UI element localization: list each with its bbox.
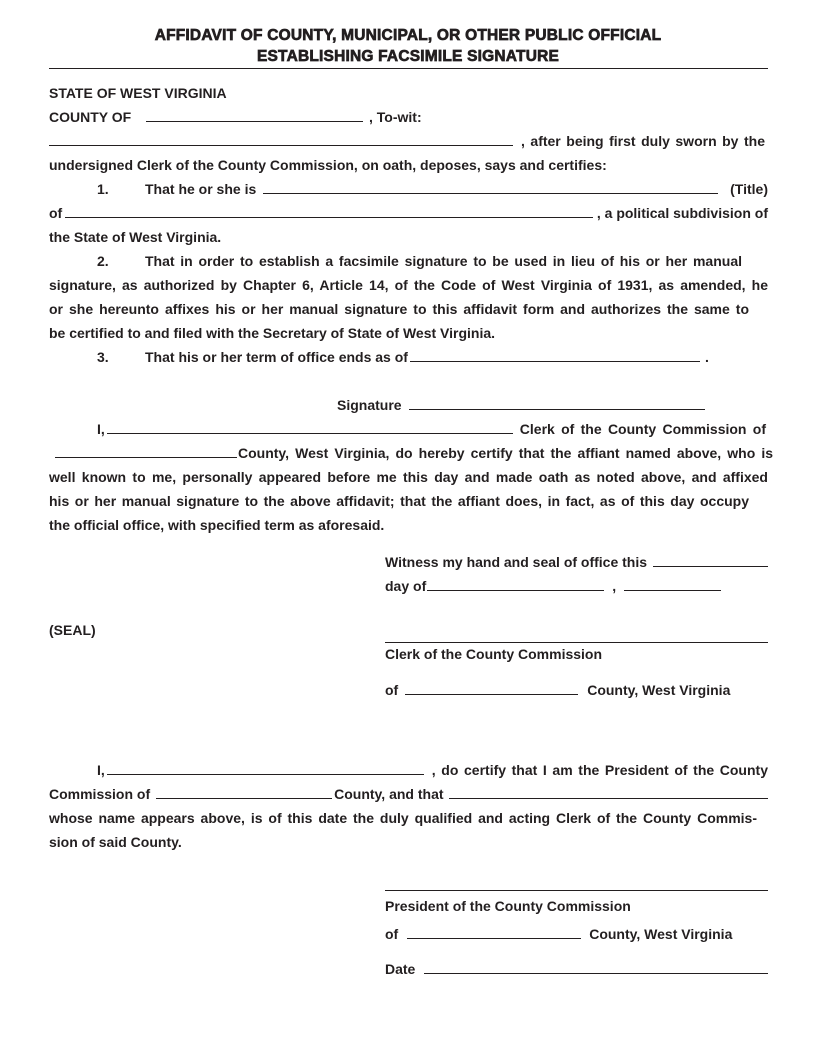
sworn-text: , after being first duly sworn by the: [521, 133, 765, 149]
item2-line1: That in order to establish a facsimile signature to be used in lieu of his or her manual: [145, 253, 742, 269]
president-sign-of: of: [385, 926, 399, 942]
president-cert-line3: whose name appears above, is of this date the duly qualified and acting Clerk of the County Commis-: [49, 810, 757, 826]
item2-line2: signature, as authorized by Chapter 6, Article 14, of the Code of West Virginia of 1931, as amended, he: [49, 277, 768, 293]
title-divider: [49, 68, 768, 69]
document-title-line2: ESTABLISHING FACSIMILE SIGNATURE: [256, 48, 560, 65]
president-sign-title: President of the County Commission: [385, 898, 631, 914]
title-blank[interactable]: [263, 193, 718, 194]
president-certify-text: , do certify that I am the President of the County: [431, 762, 768, 778]
clerk-of-text: Clerk of the County Commission of: [519, 421, 766, 437]
item2-number: 2.: [97, 253, 109, 269]
document-title-line1: AFFIDAVIT OF COUNTY, MUNICIPAL, OR OTHER PUBLIC OFFICIAL: [154, 27, 662, 44]
clerk-county-blank[interactable]: [55, 457, 237, 458]
clerk-i: I,: [97, 421, 105, 437]
date-label: Date: [385, 961, 416, 977]
witness-text: Witness my hand and seal of office this: [385, 554, 648, 570]
signature-label: Signature: [337, 397, 402, 413]
witness-year-blank[interactable]: [624, 590, 721, 591]
item3-period: .: [704, 349, 709, 365]
president-signature-line[interactable]: [385, 890, 768, 891]
clerk-cert-line4: his or her manual signature to the above affidavit; that the affiant does, in fact, as of this day occupy: [49, 493, 749, 509]
witness-comma: ,: [612, 578, 617, 594]
item3-number: 3.: [97, 349, 109, 365]
title-label: (Title): [730, 181, 768, 197]
commission-of-label: Commission of: [49, 786, 151, 802]
of-label: of: [49, 205, 63, 221]
witness-month-blank[interactable]: [427, 590, 604, 591]
clerk-cert-line2: County, West Virginia, do hereby certify that the affiant named above, who is: [238, 445, 773, 461]
seal-label: (SEAL): [49, 622, 96, 638]
clerk-sign-title: Clerk of the County Commission: [385, 646, 603, 662]
affiant-name-blank[interactable]: [49, 145, 513, 146]
state-text: the State of West Virginia.: [49, 229, 222, 245]
item1-text: That he or she is: [145, 181, 257, 197]
president-sign-county-blank[interactable]: [407, 938, 581, 939]
subdivision-blank[interactable]: [65, 217, 593, 218]
clerk-cert-line3: well known to me, personally appeared before me this day and made oath as noted above, and affixed: [49, 469, 768, 485]
item2-line3: or she hereunto affixes his or her manual signature to this affidavit form and authorizes the same to: [49, 301, 749, 317]
county-and-text: County, and that: [334, 786, 444, 802]
clerk-signature-line[interactable]: [385, 642, 768, 643]
undersigned-text: undersigned Clerk of the County Commission, on oath, deposes, says and certifies:: [49, 157, 607, 173]
subdivision-text: , a political subdivision of: [596, 205, 768, 221]
item2-line4: be certified to and filed with the Secretary of State of West Virginia.: [49, 325, 496, 341]
county-blank[interactable]: [146, 121, 363, 122]
date-blank[interactable]: [424, 973, 768, 974]
witness-day-blank[interactable]: [653, 566, 768, 567]
clerk-sign-county: County, West Virginia: [587, 682, 731, 698]
president-i: I,: [97, 762, 105, 778]
day-of-label: day of: [385, 578, 427, 594]
signature-blank[interactable]: [409, 409, 705, 410]
clerk-cert-line5: the official office, with specified term as aforesaid.: [49, 517, 385, 533]
item1-number: 1.: [97, 181, 109, 197]
term-end-blank[interactable]: [410, 361, 700, 362]
president-sign-county: County, West Virginia: [589, 926, 733, 942]
clerk-name-blank[interactable]: [107, 433, 513, 434]
to-wit-text: , To-wit:: [369, 109, 422, 125]
item3-text: That his or her term of office ends as of: [145, 349, 408, 365]
clerk-name-2-blank[interactable]: [449, 798, 768, 799]
president-county-blank[interactable]: [156, 798, 332, 799]
state-label: STATE OF WEST VIRGINIA: [49, 85, 227, 101]
president-cert-line4: sion of said County.: [49, 834, 182, 850]
county-label: COUNTY OF: [49, 109, 132, 125]
clerk-sign-of: of: [385, 682, 399, 698]
clerk-sign-county-blank[interactable]: [405, 694, 578, 695]
president-name-blank[interactable]: [107, 774, 424, 775]
